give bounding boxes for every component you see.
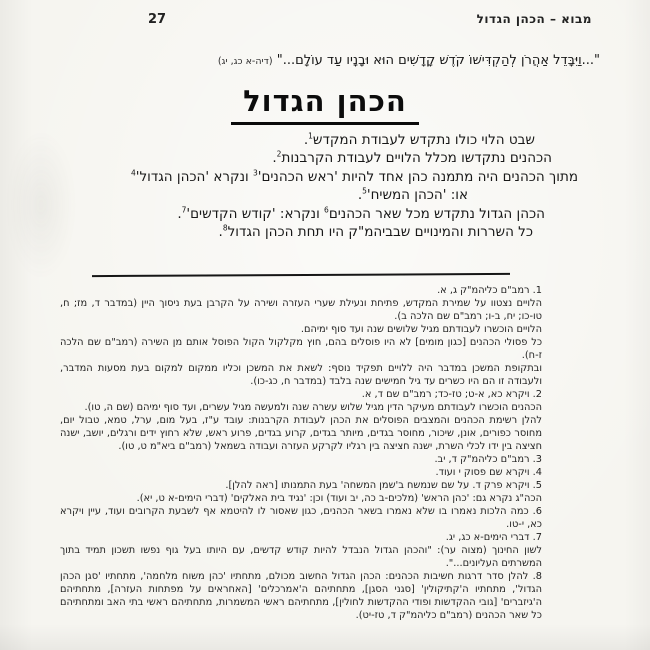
- footnote-ref: 5: [362, 186, 367, 196]
- footnote-ref: 1: [308, 131, 313, 141]
- footnote-number: 8.: [528, 571, 543, 582]
- footnote-ref: 7: [181, 205, 187, 215]
- footnote-paragraph: לשון החינוך (מצוה ער): "והכהן הגדול הנבדל להיות קודש קדשים, עם היותו בעל גוף נפשו תשכון תמיד בתוך המשרתים העליונים...".: [60, 545, 542, 569]
- footnote-paragraph: 7. דברי הימים-א כג, יג.: [445, 532, 542, 543]
- footnote-ref: 2: [276, 149, 282, 159]
- body-line: כל השררות והמינויים שבביהמ"ק היו תחת הכהן הגדול$^8$.: [218, 223, 533, 241]
- footnote-number: 6.: [528, 506, 542, 517]
- footnote-ref: 8: [222, 223, 228, 233]
- footnote-divider: [92, 273, 510, 277]
- verse-text: "...וַיִּבָּדֵל אַהֲרֹן לְהַקְדִּישׁוֹ קֹדֶשׁ קָדָשִׁים הוּא וּבָנָיו עַד עוֹלָם...": [276, 53, 600, 68]
- body-line: הכהנים נתקדשו מכלל הלויים לעבודת הקרבנות$^2$.: [272, 149, 552, 167]
- footnote-paragraph: 5. ויקרא פרק ד. על שם שנמשח ב'שמן המשחה' בעת התמנותו [ראה להלן].: [225, 480, 542, 491]
- scan-smudge: [6, 130, 76, 280]
- footnote-paragraph: 3. רמב"ם כליהמ"ק ד, יב.: [434, 454, 542, 465]
- footnote-paragraph: הלויים נצטוו על שמירת המקדש, פתיחת ונעילת שערי העזרה ושירה על הקרבן בעת ניסוך היין (במדבר ד, מז; ח, טו-כו; יח, ב-ו; רמב"ם שם הלכה ב).: [60, 298, 542, 322]
- running-header: מבוא – הכהן הגדול: [476, 12, 592, 26]
- footnote-paragraph: 6. כמה הלכות נאמרו בו שלא נאמרו בשאר הכהנים, כגון שאסור לו להיטמא אף לשבעת הקרובים ועוד, עיין ויקרא כא, י-טו.: [60, 506, 542, 530]
- footnote-number: 2.: [529, 389, 542, 400]
- body-line: הכהן הגדול נתקדש מכל שאר הכהנים$^6$ ונקרא: 'קודש הקדשים'$^7$.: [177, 205, 545, 222]
- footnote-number: 7.: [529, 532, 542, 543]
- footnote-paragraph: הכהנים הוכשרו לעבודתם מעיקר הדין מגיל שלוש עשרה שנה ולמעשה מגיל עשרים, ועד סוף ימיהם (שם ה, טו).: [84, 402, 542, 413]
- footnote-ref: 3: [252, 168, 258, 178]
- body-line: מתוך הכהנים היה מתמנה כהן אחד להיות 'ראש הכהנים'$^3$ ונקרא 'הכהן הגדול'$^4$: [131, 168, 578, 185]
- footnote-number: 4.: [529, 467, 542, 478]
- footnote-paragraph: 4. ויקרא שם פסוק י ועוד.: [435, 467, 542, 478]
- footnotes-list: [60, 284, 542, 622]
- footnote-paragraph: 1. רמב"ם כליהמ"ק ג, א.: [437, 285, 542, 296]
- footnote-paragraph: הלויים הוכשרו לעבודתם מגיל שלושים שנה ועד סוף ימיהם.: [300, 324, 542, 335]
- footnote-paragraph: כל פסולי הכהנים [כגון מומים] לא היו פוסלים בהם, חוץ מקלקול הקול הפוסל אותם מן השירה (רמב"ם שם הלכה ז-ח).: [60, 337, 542, 361]
- verse-line: [48, 53, 600, 68]
- footnote-ref: 6: [324, 205, 329, 215]
- body-line: שבט הלוי כולו נתקדש לעבודת המקדש$^1$.: [303, 131, 535, 148]
- footnote-paragraph: להלן רשימת הכהנים והמצבים הפוסלים את הכהן לעבודת הקרבנות: עובד ע"ז, בעל מום, ערל, טמא, טבול יום, מחוסר כפורים, אונן, שיכור, מחוסר בגדים, מיותר בגדים, קרוע בגדים, פרוע ראש, שלא רחוץ ידים ורגלים, יושב, ישנה חציצה בין ידו לכלי השרת, ישנה חציצה בין רגליו לקרקע העזרה ועבודה בשמאל (רמב"ם ביא"מ ט, טו).: [60, 415, 542, 452]
- body-text: [72, 131, 578, 241]
- footnote-number: 1.: [529, 285, 542, 296]
- footnote-number: 5.: [529, 480, 542, 491]
- footnote-number: 3.: [529, 454, 542, 465]
- title-wrap: [0, 84, 650, 125]
- footnote-paragraph: 8. להלן סדר דרגות חשיבות הכהנים: הכהן הגדול החשוב מכולם, מתחתיו 'כהן משוח מלחמה', מתחתיו 'סגן הכהן הגדול', מתחתיו ה'קתיקולין' [סגני הסגן], מתחתיהם ה'אמרכלים' [האחראים על מפתחות העזרה], מתחתיהם ה'גיזברים' [גובי ההקדשות ופודי ההקדשות לחולין], מתחתיהם ראשי המשמרות, מתחתיהם ראשי בתי האב ומתחתיהם כל שאר הכהנים (רמב"ם כליהמ"ק ד, טז-יט).: [60, 571, 543, 621]
- footnote-paragraph: הכה"ג נקרא גם: 'כהן הראש' (מלכים-ב כה, יב ועוד) וכן: 'נגיד בית האלקים' (דברי הימים-א ט, יא).: [136, 493, 542, 504]
- page-title: הכהן הגדול: [231, 84, 419, 125]
- footnote-paragraph: ובתקופת המשכן במדבר היה ללויים תפקיד נוסף: לשאת את המשכן וכליו ממקום למקום בעת מסעות המדבר, ולעבודה זו הם היו כשרים עד גיל חמישים שנה בלבד (במדבר ח, כג-כו).: [60, 363, 542, 387]
- footnote-paragraph: 2. ויקרא כא, א-ט; טז-כד; רמב"ם שם ד, א.: [361, 389, 542, 400]
- page-number: 27: [148, 12, 167, 27]
- body-line: או: 'הכהן המשיח'$^5$.: [357, 186, 468, 204]
- footnote-ref: 4: [131, 168, 136, 178]
- verse-reference: (דיה-א כג, יג): [217, 56, 273, 67]
